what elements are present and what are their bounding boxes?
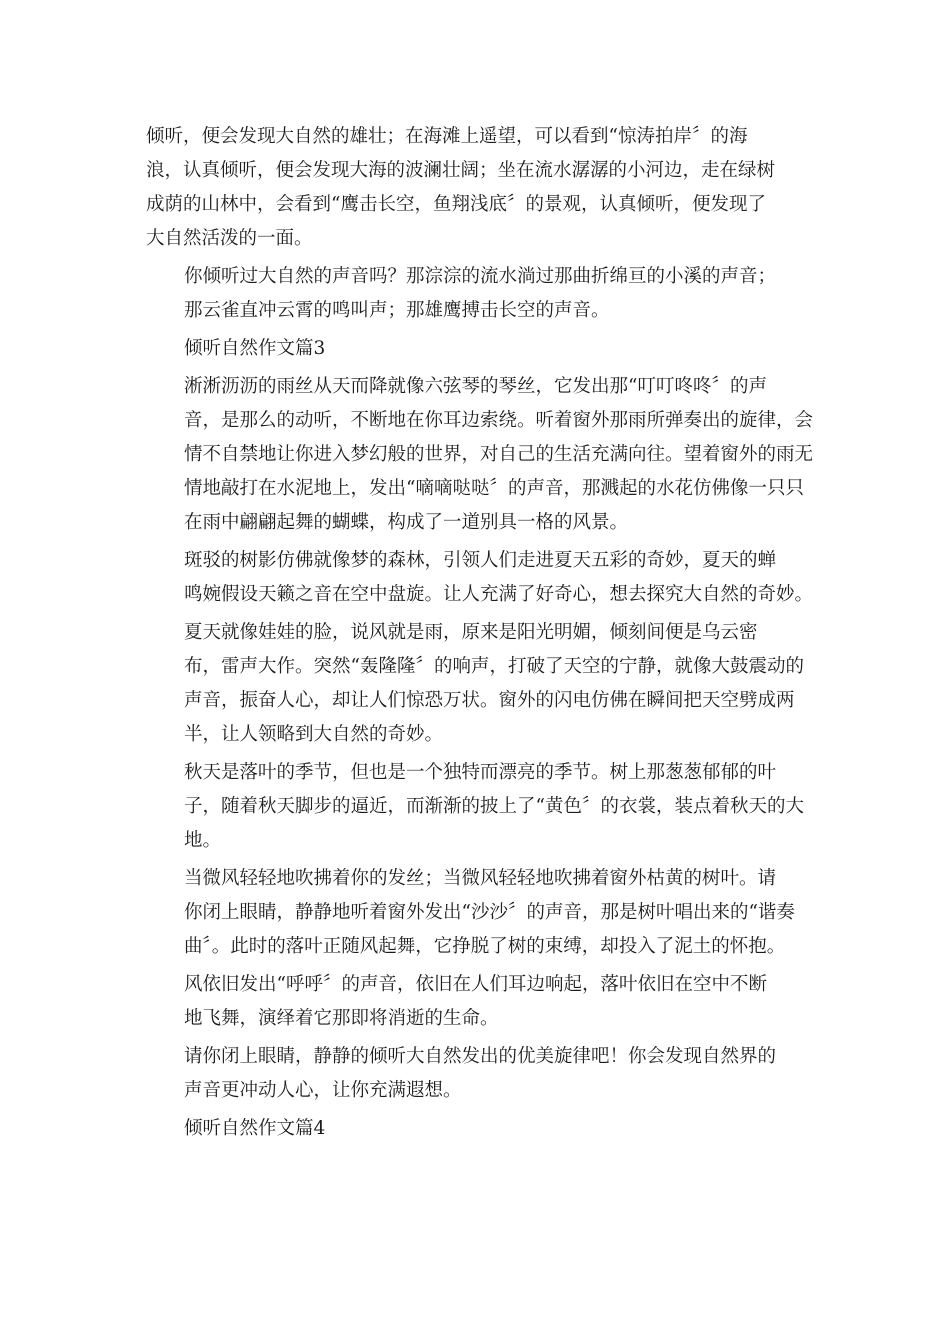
section-heading [146, 1112, 806, 1146]
paragraph [146, 968, 806, 1036]
document-body [146, 120, 814, 1150]
text-line: 倾听自然作文篇4 [184, 1118, 326, 1139]
text-line: 浪，认真倾听，便会发现大海的波澜壮阔；坐在流水潺潺的小河边，走在绿树 [146, 160, 776, 181]
text-line: 情不自禁地让你进入梦幻般的世界，对自己的生活充满向往。望着窗外的雨无 [184, 444, 814, 465]
text-line: 风依旧发出“呼呼〞的声音，依旧在人们耳边响起，落叶依旧在空中不断 [184, 974, 767, 995]
text-line: 夏天就像娃娃的脸，说风就是雨，原来是阳光明媚，倾刻间便是乌云密 [184, 622, 758, 643]
text-line: 那云雀直冲云霄的鸣叫声；那雄鹰搏击长空的声音。 [184, 300, 610, 321]
paragraph [146, 260, 806, 328]
paragraph [146, 616, 806, 752]
text-line: 地。 [184, 830, 222, 851]
text-line: 倾听，便会发现大自然的雄壮；在海滩上遥望，可以看到“惊涛拍岸〞的海 [146, 126, 748, 147]
paragraph [146, 544, 814, 612]
text-line: 音，是那么的动听，不断地在你耳边索绕。听着窗外那雨所弹奏出的旋律，会 [184, 410, 814, 431]
text-line: 你闭上眼睛，静静地听着窗外发出“沙沙〞的声音，那是树叶唱出来的“谐奏 [184, 902, 795, 923]
text-line: 情地敲打在水泥地上，发出“嘀嘀哒哒〞的声音，那溅起的水花仿佛像一只只 [184, 478, 804, 499]
paragraph [146, 120, 806, 256]
paragraph [146, 862, 806, 964]
text-line: 布，雷声大作。突然“轰隆隆〞的响声，打破了天空的宁静，就像大鼓震动的 [184, 656, 804, 677]
text-line: 当微风轻轻地吹拂着你的发丝；当微风轻轻地吹拂着窗外枯黄的树叶。请 [184, 868, 777, 889]
text-line: 请你闭上眼睛，静静的倾听大自然发出的优美旋律吧！你会发现自然界的 [184, 1046, 777, 1067]
paragraph [146, 1040, 806, 1108]
text-line: 斑驳的树影仿佛就像梦的森林，引领人们走进夏天五彩的奇妙，夏天的蝉 [184, 550, 777, 571]
text-line: 大自然活泼的一面。 [146, 228, 313, 249]
text-line: 秋天是落叶的季节，但也是一个独特而漂亮的季节。树上那葱葱郁郁的叶 [184, 762, 777, 783]
text-line: 声音，振奋人心，却让人们惊恐万状。窗外的闪电仿佛在瞬间把天空劈成两 [184, 690, 795, 711]
paragraph [146, 756, 806, 858]
text-line: 声音更冲动人心，让你充满遐想。 [184, 1080, 462, 1101]
text-line: 半，让人领略到大自然的奇妙。 [184, 724, 444, 745]
section-heading [146, 332, 806, 366]
text-line: 子，随着秋天脚步的逼近，而渐渐的披上了“黄色〞的衣裳，装点着秋天的大 [184, 796, 804, 817]
text-line: 曲〞。此时的落叶正随风起舞，它挣脱了树的束缚，却投入了泥土的怀抱。 [184, 936, 786, 957]
text-line: 鸣婉假设天籁之音在空中盘旋。让人充满了好奇心，想去探究大自然的奇妙。 [184, 584, 814, 605]
text-line: 倾听自然作文篇3 [184, 338, 326, 359]
text-line: 你倾听过大自然的声音吗？那淙淙的流水淌过那曲折绵亘的小溪的声音； [184, 266, 777, 287]
text-line: 在雨中翩翩起舞的蝴蝶，构成了一道别具一格的风景。 [184, 512, 629, 533]
text-line: 成荫的山林中，会看到“鹰击长空，鱼翔浅底〞的景观，认真倾听，便发现了 [146, 194, 766, 215]
text-line: 淅淅沥沥的雨丝从天而降就像六弦琴的琴丝，它发出那“叮叮咚咚〞的声 [184, 376, 767, 397]
text-line: 地飞舞，演绎着它那即将消逝的生命。 [184, 1008, 499, 1029]
paragraph [146, 370, 814, 540]
